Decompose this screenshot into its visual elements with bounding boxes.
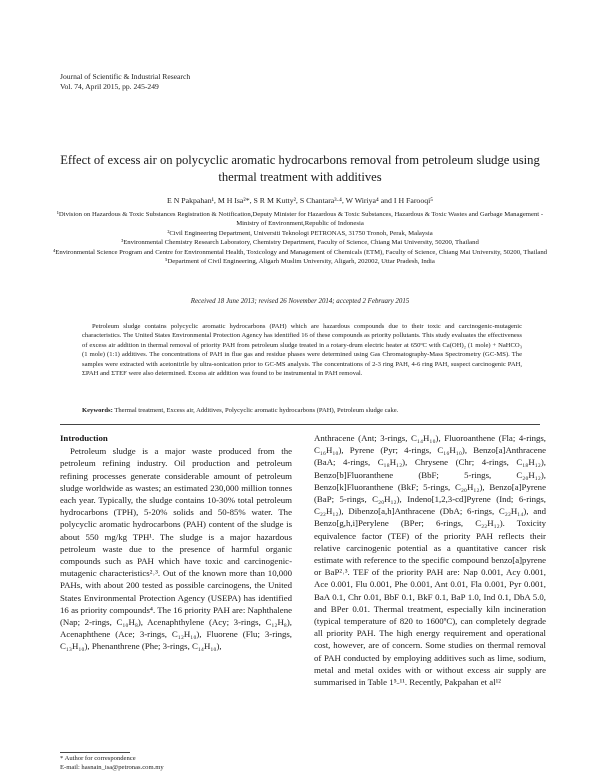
footnote-divider [60,752,130,753]
journal-name: Journal of Scientific & Industrial Research [60,72,191,81]
footnote-author: * Author for correspondence [60,755,136,762]
intro-paragraph-left: Petroleum sludge is a major waste produced from the petroleum refining industry. Oil production and petroleum refining processes generate considerable amount of petroleum sludge worldwide as wastes; an estimated 230,000 million tonnes each year. Typically, the sludge contains 10-30% total petroleum hydrocarbons (TPH), 5-20% solids and 50-85% water. The polycyclic aromatic hydrocarbons (PAH) content of the sludge is about 550 mg/kg TPH¹. The sludge is a major hazardous petroleum waste due to the presence of harmful organic compounds such as PAH which have toxic and carcinogenic-mutagenic characteristics²˒³. Out of the known more than 10,000 PAHs, with about 200 tested as possible carcinogens, the United States Environmental Protection Agency (USEPA) has identified 16 as priority compounds⁴. The 16 priority PAH are: Naphthalene (Nap; 2-rings, C₁₀H₈), Acenaphthylene (Acy; 3-rings, C₁₂H₈), Acenaphthene (Ace; 3-rings, C₁₂H₁₀), Fluorene (Flu; 3-rings, C₁₃H₁₀), Phenanthrene (Phe; 3-rings, C₁₄H₁₀), [60,446,292,652]
paper-title: Effect of excess air on polycyclic aromatic hydrocarbons removal from petroleum sludge using thermal treatment with additives [60,153,540,184]
left-column [60,432,292,653]
abstract: Petroleum sludge contains polycyclic aromatic hydrocarbons (PAH) which are hazardous compounds due to their toxic and carcinogenic-mutagenic characteristics. The United States Environmental Protection Agency has identified 16 of these compounds as priority pollutants. This study evaluates the effectiveness of excess air addition in thermal removal of priority PAH from petroleum sludge treated in a rotary-drum electric heater at 650ºC with Ca(OH)₂ (1 mole) + NaHCO₃ (1 mole) (1:1) additives. The concentrations of PAH in flue gas and residue phases were determined using Gas Chromatography-Mass Spectrometry (GC-MS). The samples were extracted with acetonitrile by ultra-sonication prior to GC-MS analysis. The concentrations of 2-3 ring PAH, 4-6 ring PAH, suspect carcinogenic PAH, ΣPAH and ΣTEF were also determined. Excess air addition was found to be instrumental in PAH removal. [82,323,522,378]
author-list: E N Pakpahan¹, M H Isa²*, S R M Kutty², S Chantara³·⁴, W Wiriya⁴ and I H Farooqi⁵ [166,196,433,205]
affiliation-1: ¹Division on Hazardous & Toxic Substances Registration & Notification,Deputy Minister for Hazardous & Toxic Substances, Hazardous & Toxic Wastes and Garbage Management - Ministry of Environment,Republic of Indonesia [56,211,544,228]
footnote [60,754,164,772]
affiliations [52,210,548,266]
right-column [314,432,546,688]
keywords-text: Thermal treatment, Excess air, Additives, Polycyclic aromatic hydrocarbons (PAH), Petroleum sludge cake. [114,407,399,414]
affiliation-5: ⁵Department of Civil Engineering, Aligarh Muslim University, Aligarh, 202002, Uttar Pradesh, India [165,258,435,266]
keywords-label: Keywords: [82,407,113,414]
keywords [82,407,522,414]
journal-volume: Vol. 74, April 2015, pp. 245-249 [60,82,159,91]
affiliation-2: ²Civil Engineering Department, Universiti Teknologi PETRONAS, 31750 Tronoh, Perak, Malaysia [167,229,433,237]
affiliation-3: ³Environmental Chemistry Research Laboratory, Chemistry Department, Faculty of Science, Chiang Mai University, 50200, Thailand [121,239,479,247]
journal-header [60,72,190,92]
footnote-email: E-mail: hasnain_isa@petronas.com.my [60,764,164,771]
section-divider [60,424,540,425]
intro-heading: Introduction [60,433,108,443]
intro-paragraph-right: Anthracene (Ant; 3-rings, C₁₄H₁₀), Fluoroanthene (Fla; 4-rings, C₁₆H₁₀), Pyrene (Pyr; 4-rings, C₁₆H₁₀), Benzo[a]Anthracene (BaA; 4-rings, C₁₈H₁₂), Chrysene (Chr; 4-rings, C₁₈H₁₂), Benzo[b]Fluoranthene (BbF; 5-rings, C₂₀H₁₂), Benzo[k]Fluoranthene (BkF; 5-rings, C₂₀H₁₂), Benzo[a]Pyrene (BaP; 5-rings, C₂₀H₁₂), Indeno[1,2,3-cd]Pyrene (Ind; 6-rings, C₂₂H₁₂), Dibenzo[a,h]Anthracene (DbA; 6-rings, C₂₂H₁₄), and Benzo[g,h,i]Perylene (BPer; 6-rings, C₂₂H₁₂). Toxicity equivalence factor (TEF) of the priority PAH reflects their relative carcinogenic potential as a quantitative cancer risk estimate with reference to the specific compound benzo[a]pyrene or BaP²˒³. TEF of the priority PAH are: Nap 0.001, Acy 0.001, Ace 0.001, Flu 0.001, Phe 0.001, Ant 0.01, Fla 0.001, Pyr 0.001, BaA 0.1, Chr 0.01, BbF 0.1, BkF 0.1, BaP 1.0, Ind 0.1, DbA 5.0, and BPer 0.01. Thermal treatment, especially kiln incineration (typical temperature of 820 to 1600ºC), can completely degrade all priority PAH. The high energy requirement and operational cost, however, are of concern. Some studies on thermal removal of PAH conducted by employing additives such as lime, sodium, metal and metal oxides with or without excess air supply are summarised in Table 1⁵˗¹¹. Recently, Pakpahan et al¹² [314,433,546,688]
affiliation-4: ⁴Environmental Science Program and Centre for Environmental Health, Toxicology and Management of Chemicals (ETM), Faculty of Science, Chiang Mai University, 50200, Thailand [52,248,548,256]
received-dates: Received 18 June 2013; revised 26 November 2014; accepted 2 February 2015 [190,298,410,305]
